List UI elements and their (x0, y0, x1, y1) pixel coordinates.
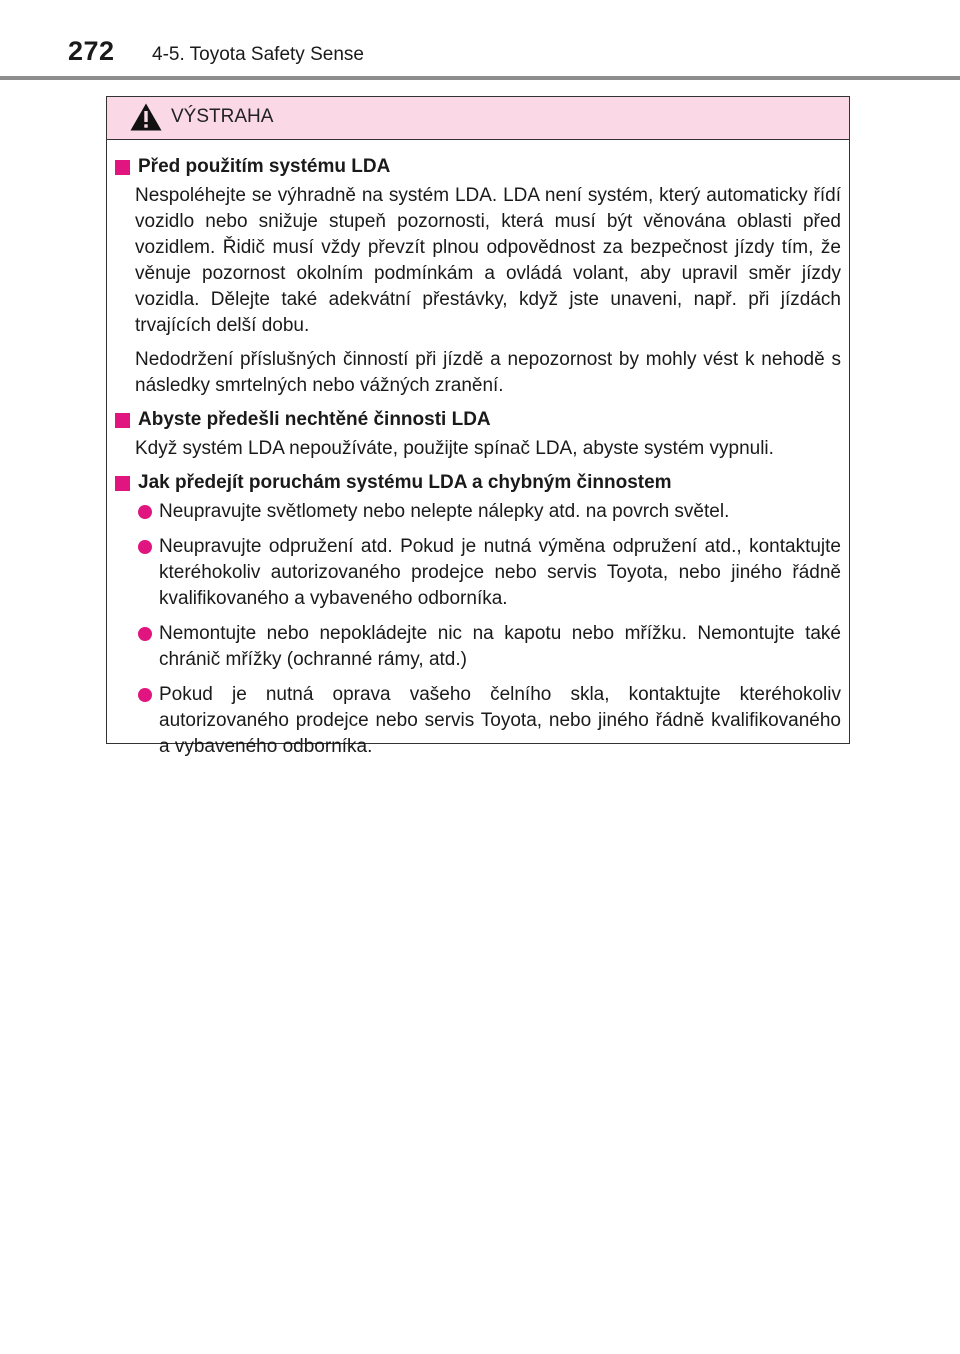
warning-body (107, 140, 849, 760)
bullet-item (115, 621, 841, 673)
square-bullet-icon (115, 476, 130, 491)
bullet-text: Neupravujte světlomety nebo nelepte nálepky atd. na povrch světel. (159, 501, 730, 522)
section-heading (115, 407, 841, 433)
section-heading (115, 154, 841, 180)
bullet-item (115, 499, 841, 525)
paragraph: Když systém LDA nepoužíváte, použijte spínač LDA, abyste systém vypnuli. (135, 438, 774, 459)
page-number: 272 (68, 36, 115, 66)
bullet-text: Neupravujte odpružení atd. Pokud je nutná výměna odpružení atd., kontaktujte kteréhokoliv autorizovaného prodejce nebo servis Toyota, nebo jiného řádně kvalifikovaného a vybaveného odborníka. (159, 536, 841, 609)
page-header (0, 0, 960, 80)
warning-triangle-icon (129, 102, 163, 132)
warning-box (106, 96, 850, 757)
bullet-text: Nemontujte nebo nepokládejte nic na kapotu nebo mřížku. Nemontujte také chránič mřížky (ochranné rámy, atd.) (159, 623, 841, 670)
paragraph: Nedodržení příslušných činností při jízdě a nepozornost by mohly vést k nehodě s následky smrtelných nebo vážných zranění. (135, 349, 841, 396)
section-title: 4-5. Toyota Safety Sense (152, 44, 364, 65)
section-heading-text: Abyste předešli nechtěné činnosti LDA (138, 409, 491, 430)
section-heading-text: Jak předejít poruchám systému LDA a chybným činnostem (138, 472, 672, 493)
bullet-text: Pokud je nutná oprava vašeho čelního skla, kontaktujte kteréhokoliv autorizovaného prodejce nebo servis Toyota, nebo jiného řádně kvalifikovaného a vybaveného odborníka. (159, 684, 841, 757)
bullet-item (115, 682, 841, 760)
circle-bullet-icon (138, 688, 152, 702)
square-bullet-icon (115, 413, 130, 428)
circle-bullet-icon (138, 540, 152, 554)
circle-bullet-icon (138, 627, 152, 641)
paragraph: Nespoléhejte se výhradně na systém LDA. LDA není systém, který automaticky řídí vozidlo nebo snižuje stupeň pozornosti, která musí být věnována oblasti před vozidlem. Řidič musí vždy převzít plnou odpovědnost za bezpečnost jízdy tím, že věnuje pozornost okolním podmínkám a ovládá volant, aby upravil směr jízdy vozidla. Dělejte také adekvátní přestávky, když jste unaveni, např. při jízdách trvajících delší dobu. (135, 185, 841, 336)
section-heading-text: Před použitím systému LDA (138, 156, 391, 177)
warning-title: VÝSTRAHA (171, 106, 274, 127)
header-divider (0, 76, 960, 80)
warning-header (107, 97, 849, 140)
square-bullet-icon (115, 160, 130, 175)
circle-bullet-icon (138, 505, 152, 519)
bullet-item (115, 534, 841, 612)
section-heading (115, 470, 841, 496)
